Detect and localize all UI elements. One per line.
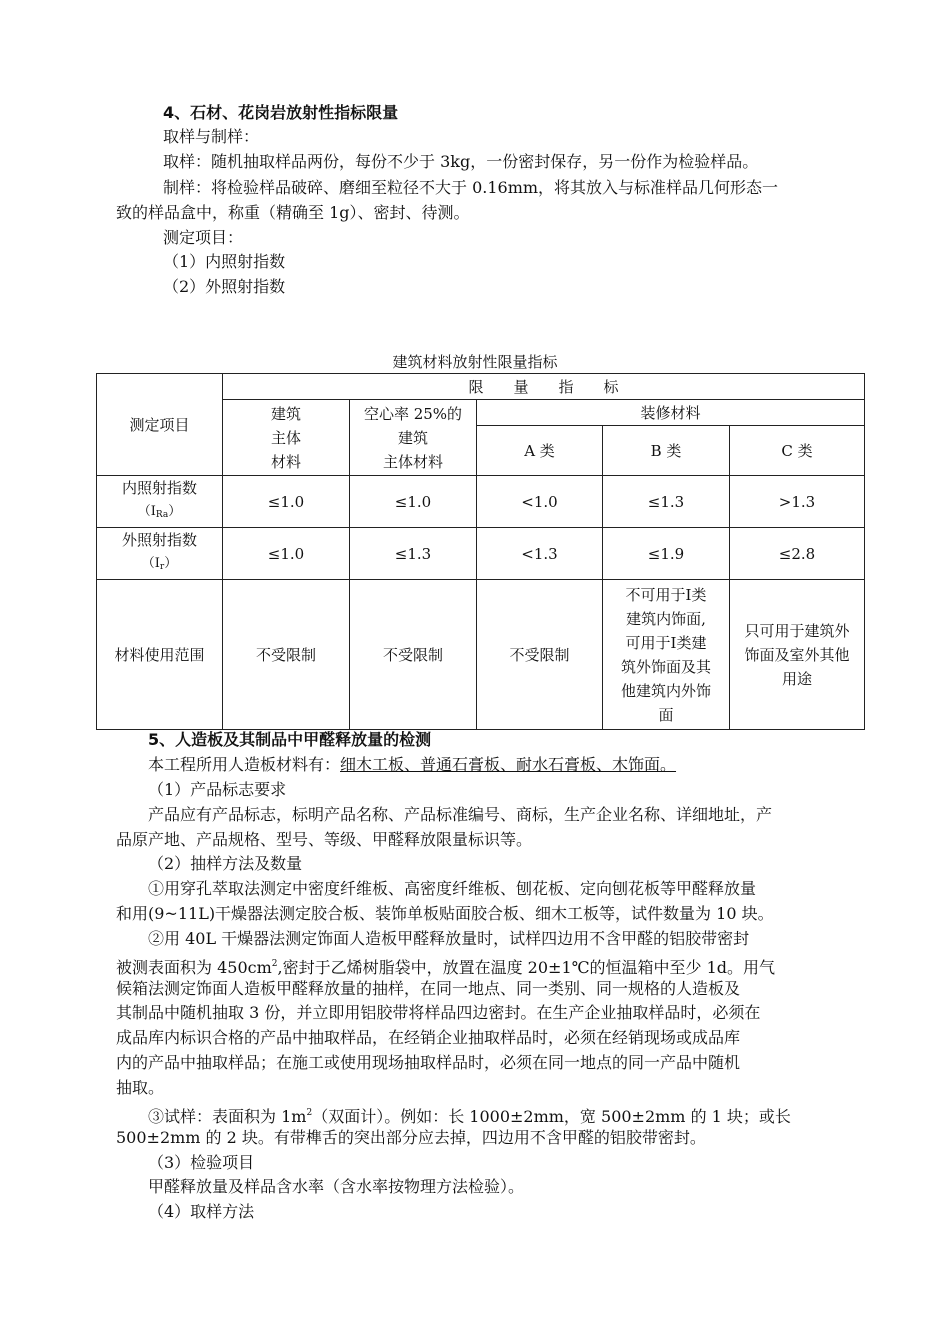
- method-3-line-2: 500±2mm 的 2 块。有带榫舌的突出部分应去掉，四边用不含甲醛的铝胶带密封。: [116, 1128, 706, 1147]
- row-internal-index: [97, 476, 865, 528]
- item-2: （2）外照射指数: [163, 277, 286, 296]
- sub-3-text: 甲醛释放量及样品含水率（含水率按物理方法检验）。: [148, 1177, 525, 1196]
- cell-value: <1.3: [477, 528, 603, 580]
- sub-2: （2）抽样方法及数量: [148, 854, 303, 873]
- materials-line: 本工程所用人造板材料有：细木工板、普通石膏板、耐水石膏板、木饰面。: [148, 755, 677, 774]
- cell-value: >1.3: [730, 476, 865, 528]
- row-usage-scope: [97, 580, 865, 730]
- cell-value: 只可用于建筑外 饰面及室外其他 用途: [730, 580, 865, 730]
- cell-value: ≤1.0: [350, 476, 477, 528]
- method-1-line-2: 和用(9~11L)干燥器法测定胶合板、装饰单板贴面胶合板、细木工板等，试件数量为 10 块。: [116, 904, 774, 923]
- method-2-line-4: 其制品中随机抽取 3 份，并立即用铝胶带将样品四边密封。在生产企业抽取样品时，必须在: [116, 1003, 761, 1022]
- header-decor-material: 装修材料: [477, 400, 865, 426]
- cell-value: 不受限制: [477, 580, 603, 730]
- header-main-material: 建筑 主体 材料: [223, 400, 350, 476]
- header-class-a: A 类: [477, 426, 603, 476]
- header-item: 测定项目: [97, 374, 223, 476]
- sub-1-text-1: 产品应有产品标志，标明产品名称、产品标准编号、商标，生产企业名称、详细地址，产: [148, 805, 773, 824]
- method-1-line-1: ①用穿孔萃取法测定中密度纤维板、高密度纤维板、刨花板、定向刨花板等甲醛释放量: [148, 879, 757, 898]
- cell-value: ≤1.3: [350, 528, 477, 580]
- cell-value: ≤2.8: [730, 528, 865, 580]
- section5-heading: 5、人造板及其制品中甲醛释放量的检测: [148, 730, 432, 749]
- items-label: 测定项目：: [163, 228, 244, 247]
- sampling-label: 取样与制样：: [163, 127, 260, 146]
- row-label: 材料使用范围: [97, 580, 223, 730]
- section4-heading: 4、石材、花岗岩放射性指标限量: [163, 103, 399, 122]
- sampling-text: 取样：随机抽取样品两份，每份不少于 3kg，一份密封保存，另一份作为检验样品。: [163, 152, 759, 171]
- header-limits: 限 量 指 标: [223, 374, 865, 400]
- header-class-c: C 类: [730, 426, 865, 476]
- method-2-line-2: 被测表面积为 $450cm^2$,密封于乙烯树脂袋中，放置在温度 20±1℃的恒温箱中至少 1d。用气: [116, 958, 776, 977]
- method-2-line-7: 抽取。: [116, 1078, 165, 1097]
- cell-value: 不受限制: [350, 580, 477, 730]
- cell-value: 不受限制: [223, 580, 350, 730]
- cell-value: 不可用于Ⅰ类 建筑内饰面, 可用于Ⅰ类建 筑外饰面及其 他建筑内外饰 面: [603, 580, 730, 730]
- sub-3: （3）检验项目: [148, 1153, 255, 1172]
- method-3-line-1: ③试样：表面积为 $1m^2$（双面计）。例如：长 1000±2mm，宽 500±2mm 的 1 块；或长: [148, 1107, 791, 1126]
- prep-text-1: 制样：将检验样品破碎、磨细至粒径不大于 0.16mm，将其放入与标准样品几何形态一: [163, 178, 779, 197]
- method-2-line-6: 内的产品中抽取样品；在施工或使用现场抽取样品时，必须在同一地点的同一产品中随机: [116, 1053, 741, 1072]
- method-2-line-5: 成品库内标识合格的产品中抽取样品，在经销企业抽取样品时，必须在经销现场或成品库: [116, 1028, 741, 1047]
- radioactivity-limit-table: [96, 373, 865, 730]
- prep-text-2: 致的样品盒中，称重（精确至 1g）、密封、待测。: [116, 203, 470, 222]
- cell-value: ≤1.3: [603, 476, 730, 528]
- sub-4: （4）取样方法: [148, 1202, 255, 1221]
- sub-1: （1）产品标志要求: [148, 780, 287, 799]
- method-2-line-1: ②用 40L 干燥器法测定饰面人造板甲醛释放量时，试样四边用不含甲醛的铝胶带密封: [148, 929, 750, 948]
- sub-1-text-2: 品原产地、产品规格、型号、等级、甲醛释放限量标识等。: [116, 830, 533, 849]
- row-label: 内照射指数 $(I_{Ra})$: [97, 476, 223, 528]
- header-hollow-material: 空心率 25%的 建筑 主体材料: [350, 400, 477, 476]
- cell-value: ≤1.9: [603, 528, 730, 580]
- cell-value: ≤1.0: [223, 476, 350, 528]
- cell-value: <1.0: [477, 476, 603, 528]
- method-2-line-3: 候箱法测定饰面人造板甲醛释放量的抽样，在同一地点、同一类别、同一规格的人造板及: [116, 979, 741, 998]
- row-external-index: [97, 528, 865, 580]
- item-1: （1）内照射指数: [163, 252, 286, 271]
- cell-value: ≤1.0: [223, 528, 350, 580]
- table-caption: 建筑材料放射性限量指标: [392, 353, 558, 371]
- row-label: 外照射指数 $(I_r)$: [97, 528, 223, 580]
- materials-list: 细木工板、普通石膏板、耐水石膏板、木饰面。: [340, 755, 677, 774]
- header-class-b: B 类: [603, 426, 730, 476]
